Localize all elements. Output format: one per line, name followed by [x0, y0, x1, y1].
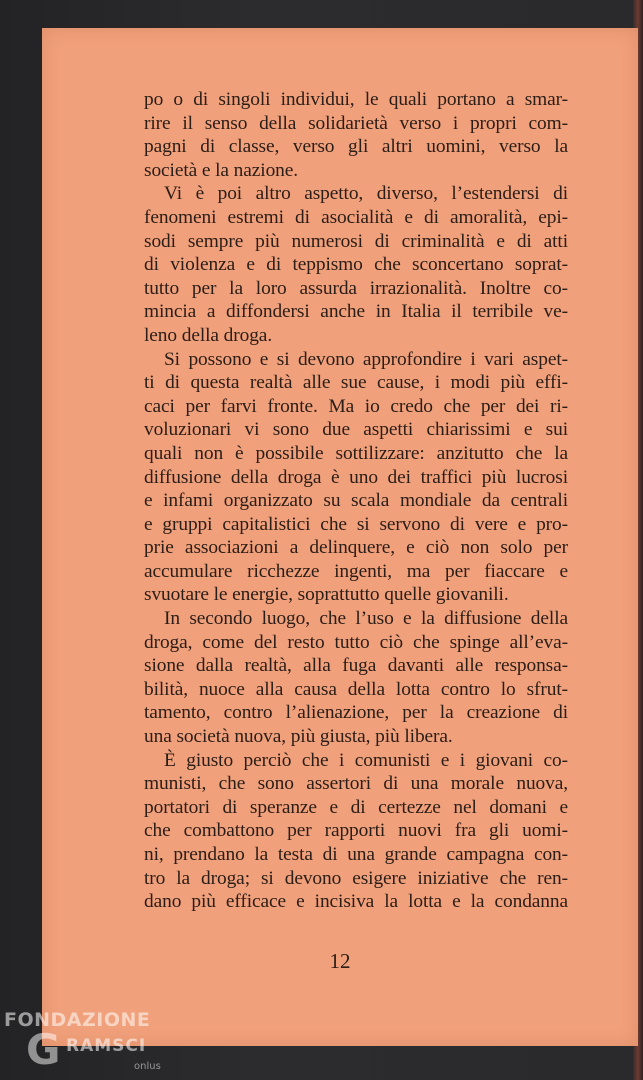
text-line: ti di questa realtà alle sue cause, i modi più effi- [144, 372, 568, 394]
text-line: società e la nazione. [144, 159, 299, 181]
watermark-line3: onlus [134, 1061, 161, 1072]
text-line: fenomeni estremi di asocialità e di amoralità, epi- [144, 206, 568, 228]
text-line: accumulare ricchezze ingenti, ma per fiaccare e [144, 560, 568, 582]
text-line: quali non è possibile sottilizzare: anzitutto che la [144, 442, 568, 464]
text-line: tro la droga; si devono esigere iniziative che ren- [144, 867, 568, 889]
text-line: portatori di speranze e di certezze nel domani e [144, 796, 568, 818]
text-line: caci per farvi fronte. Ma io credo che per dei ri- [144, 395, 568, 417]
text-line: pagni di classe, verso gli altri uomini, verso la [144, 136, 568, 158]
page-number: 12 [329, 949, 351, 973]
text-line: tamento, contro l’alienazione, per la creazione di [144, 702, 568, 724]
text-line: In secondo luogo, che l’uso e la diffusione della [164, 608, 568, 630]
text-line: po o di singoli individui, le quali portano a smar- [144, 89, 568, 110]
text-line: e infami organizzato su scala mondiale da centrali [144, 490, 568, 512]
book-page [42, 28, 638, 1046]
text-line: munisti, che sono assertori di una morale nuova, [144, 773, 568, 795]
watermark-line2: RAMSCI [66, 1036, 147, 1056]
text-line: bilità, nuoce alla causa della lotta contro lo sfrut- [144, 678, 568, 700]
text-line: svuotare le energie, soprattutto quelle giovanili. [144, 584, 509, 606]
text-line: Vi è poi altro aspetto, diverso, l’estendersi di [164, 183, 568, 205]
watermark-logo [4, 1009, 174, 1077]
text-line: sodi sempre più numerosi di criminalità e di atti [144, 230, 568, 252]
text-line: Si possono e si devono approfondire i vari aspet- [164, 348, 568, 370]
text-line: tutto per la loro assurda irrazionalità. Inoltre co- [144, 277, 568, 299]
text-line: ni, prendano la testa di una grande campagna con- [144, 844, 568, 865]
text-line: droga, come del resto tutto ciò che spinge all’eva- [144, 631, 568, 653]
text-line: di violenza e di teppismo che sconcertano soprat- [144, 254, 568, 276]
text-line: prie associazioni a delinquere, e ciò non solo per [144, 537, 568, 559]
text-line: e gruppi capitalistici che si servono di vere e pro- [144, 513, 568, 535]
text-line: voluzionari vi sono due aspetti chiarissimi e sui [144, 419, 568, 441]
text-line: sione dalla realtà, alla fuga davanti alle responsa- [144, 655, 568, 677]
text-line: che combattono per rapporti nuovi fra gli uomi- [144, 820, 568, 842]
text-line: È giusto perciò che i comunisti e i giovani co- [164, 749, 568, 771]
text-line: rire il senso della solidarietà verso i propri com- [144, 112, 568, 134]
text-line: diffusione della droga è uno dei traffici più lucrosi [144, 466, 568, 488]
text-line: leno della droga. [144, 324, 273, 346]
watermark-line1: FONDAZIONE [4, 1009, 151, 1031]
text-line: dano più efficace e incisiva la lotta e la condanna [144, 891, 568, 913]
watermark-g-letter: G [26, 1025, 61, 1074]
body-text [144, 88, 568, 914]
text-line: una società nuova, più giusta, più libera. [144, 726, 453, 748]
text-line: mincia a diffondersi anche in Italia il terribile ve- [144, 301, 568, 323]
